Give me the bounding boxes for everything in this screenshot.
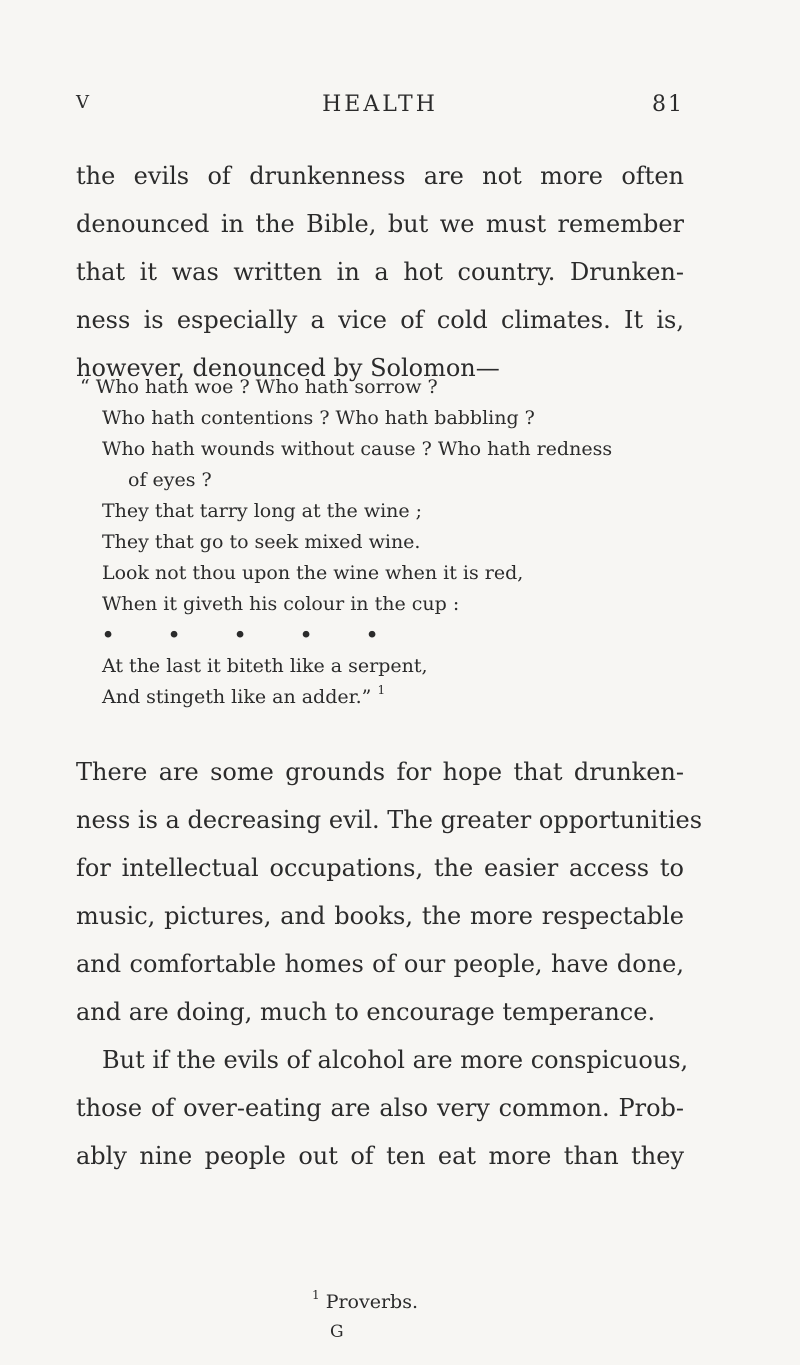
text-line: denounced in the Bible, but we must remember bbox=[76, 210, 684, 238]
quote-line: They that go to seek mixed wine. bbox=[102, 531, 421, 553]
printer-signature: G bbox=[330, 1322, 345, 1342]
text-line: and are doing, much to encourage temperance. bbox=[76, 998, 656, 1026]
scripture-quote bbox=[76, 372, 684, 713]
chapter-number: V bbox=[76, 92, 91, 113]
footnote-marker: 1 bbox=[312, 1288, 320, 1302]
footnote bbox=[312, 1288, 418, 1316]
text-line: however, denounced by Solomon— bbox=[76, 354, 500, 382]
quote-line: Who hath contentions ? Who hath babbling ? bbox=[102, 407, 535, 429]
footnote-reference: 1 bbox=[377, 683, 386, 697]
text-line: There are some grounds for hope that drunken- bbox=[76, 758, 684, 786]
quote-line: When it giveth his colour in the cup : bbox=[102, 593, 460, 615]
ellipsis-dot: • bbox=[300, 624, 313, 646]
footnote-text: Proverbs. bbox=[325, 1291, 419, 1313]
text-line: But if the evils of alcohol are more conspicuous, bbox=[102, 1046, 689, 1074]
text-line: ness is a decreasing evil. The greater opportunities bbox=[76, 806, 703, 834]
text-line: and comfortable homes of our people, have done, bbox=[76, 950, 684, 978]
text-line: the evils of drunkenness are not more often bbox=[76, 162, 684, 190]
text-line: those of over-eating are also very common. Prob- bbox=[76, 1094, 684, 1122]
quote-line: At the last it biteth like a serpent, bbox=[102, 655, 428, 677]
text-line: music, pictures, and books, the more respectable bbox=[76, 902, 684, 930]
quote-line: Who hath wounds without cause ? Who hath redness bbox=[102, 438, 613, 460]
quote-line bbox=[76, 682, 684, 713]
running-head bbox=[76, 92, 684, 122]
ellipsis-dot: • bbox=[366, 624, 379, 646]
quote-line-text: And stingeth like an adder.” bbox=[102, 686, 372, 708]
running-title: HEALTH bbox=[322, 92, 438, 117]
ellipsis-dot: • bbox=[168, 624, 181, 646]
text-line: for intellectual occupations, the easier access to bbox=[76, 854, 684, 882]
text-line: ably nine people out of ten eat more than they bbox=[76, 1142, 684, 1170]
ellipsis-dot: • bbox=[234, 624, 247, 646]
quote-line: of eyes ? bbox=[128, 469, 212, 491]
text-line: ness is especially a vice of cold climates. It is, bbox=[76, 306, 684, 334]
paragraph-2 bbox=[76, 748, 703, 1180]
ellipsis-row bbox=[76, 620, 684, 651]
text-line: that it was written in a hot country. Drunken- bbox=[76, 258, 684, 286]
page-number: 81 bbox=[652, 92, 684, 117]
quote-line: “ Who hath woe ? Who hath sorrow ? bbox=[80, 376, 438, 398]
paragraph-1 bbox=[76, 152, 684, 392]
quote-line: Look not thou upon the wine when it is red, bbox=[102, 562, 524, 584]
quote-line: They that tarry long at the wine ; bbox=[102, 500, 423, 522]
ellipsis-dot: • bbox=[102, 624, 115, 646]
